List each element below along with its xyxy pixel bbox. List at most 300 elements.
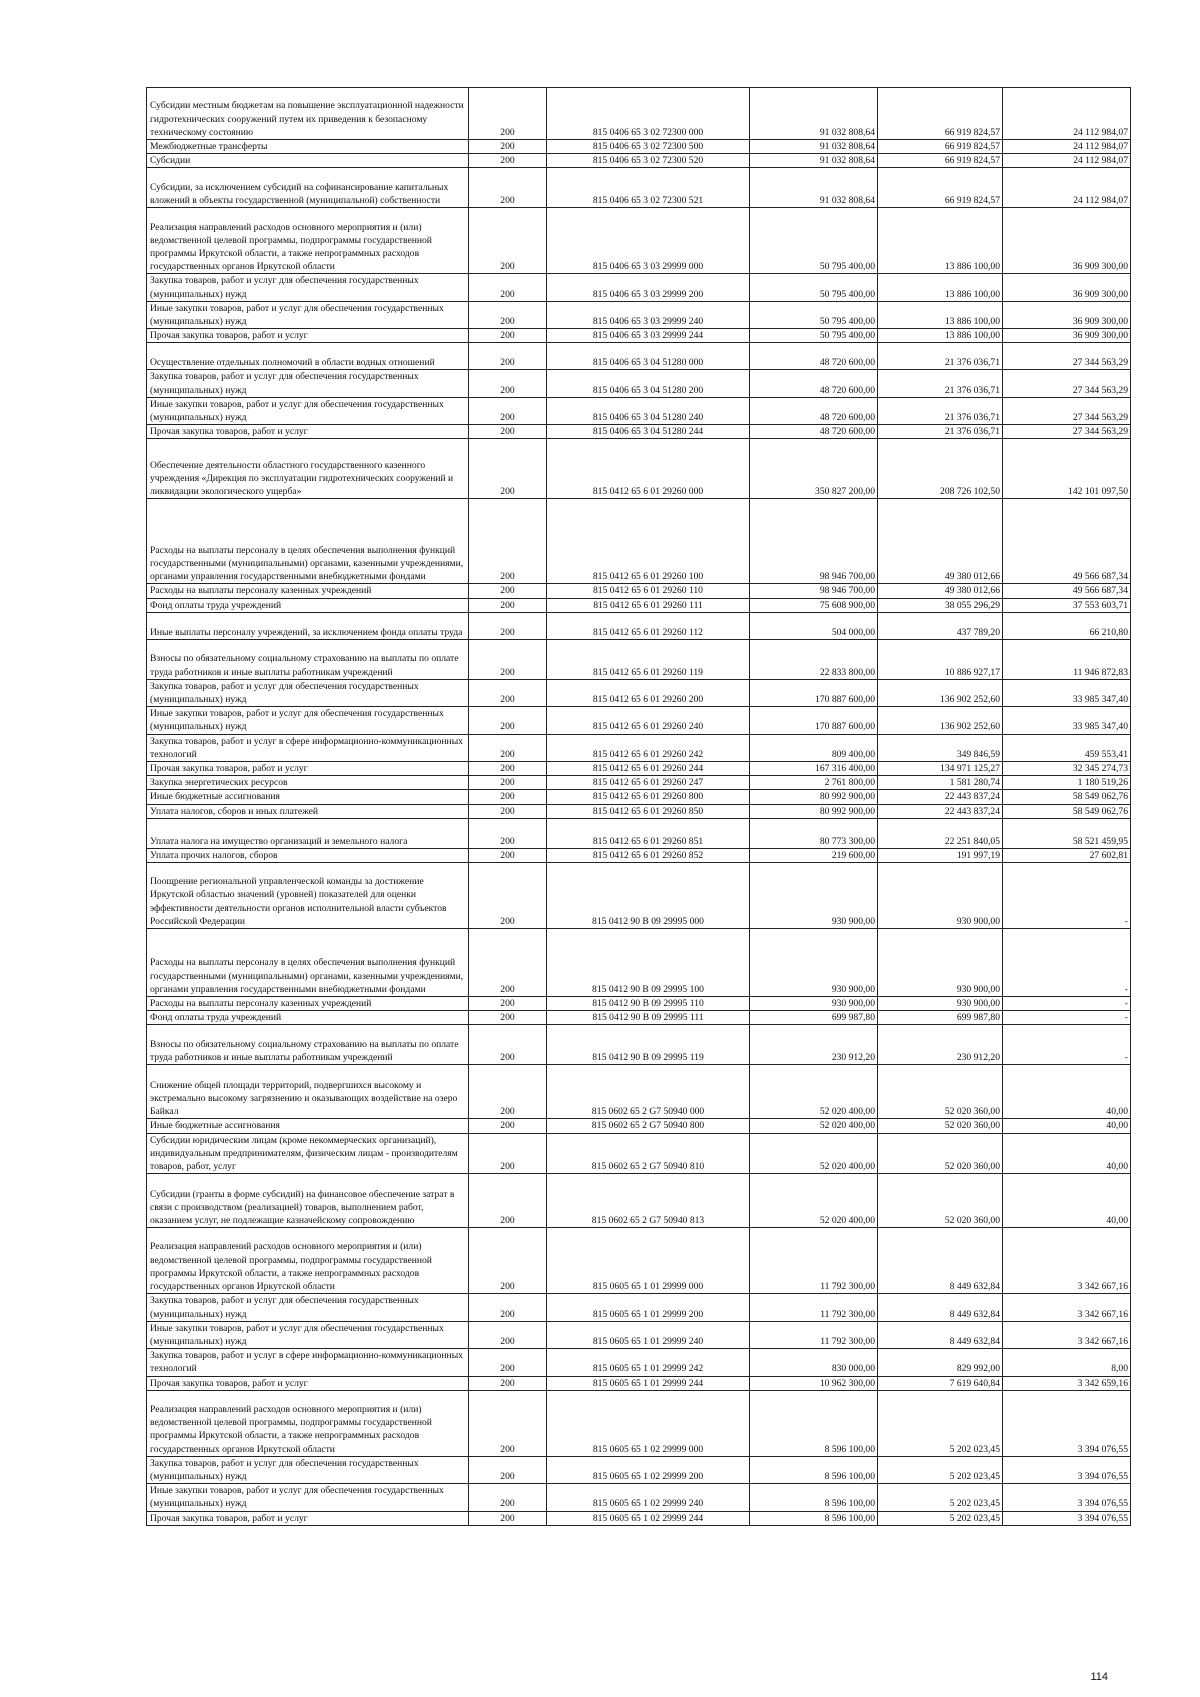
- row-remaining-amount: 24 112 984,07: [1003, 154, 1131, 168]
- row-plan-amount: 52 020 400,00: [750, 1133, 878, 1174]
- row-classification-code: 815 0602 65 2 G7 50940 813: [547, 1174, 750, 1228]
- row-executed-amount: 208 726 102,50: [878, 439, 1003, 499]
- row-classification-code: 815 0605 65 1 01 29999 240: [547, 1321, 750, 1348]
- row-plan-amount: 48 720 600,00: [750, 370, 878, 397]
- row-classification-code: 815 0406 65 3 02 72300 500: [547, 140, 750, 154]
- row-executed-amount: 7 619 640,84: [878, 1376, 1003, 1390]
- row-remaining-amount: 58 549 062,76: [1003, 804, 1131, 818]
- row-classification-code: 815 0406 65 3 02 72300 521: [547, 168, 750, 208]
- row-classification-code: 815 0406 65 3 02 72300 000: [547, 88, 750, 140]
- row-line-code: 200: [469, 997, 547, 1011]
- row-remaining-amount: 66 210,80: [1003, 612, 1131, 639]
- table-row: [147, 1456, 1131, 1483]
- row-name: Прочая закупка товаров, работ и услуг: [147, 762, 469, 776]
- row-plan-amount: 8 596 100,00: [750, 1456, 878, 1483]
- row-line-code: 200: [469, 1025, 547, 1065]
- row-plan-amount: 80 992 900,00: [750, 804, 878, 818]
- table-row: [147, 1119, 1131, 1133]
- row-remaining-amount: 27 602,81: [1003, 848, 1131, 862]
- row-classification-code: 815 0412 65 6 01 29260 852: [547, 848, 750, 862]
- row-remaining-amount: 11 946 872,83: [1003, 639, 1131, 679]
- row-classification-code: 815 0412 65 6 01 29260 800: [547, 790, 750, 804]
- row-name: Прочая закупка товаров, работ и услуг: [147, 425, 469, 439]
- table-body: [147, 88, 1131, 1526]
- row-plan-amount: 98 946 700,00: [750, 584, 878, 598]
- row-plan-amount: 170 887 600,00: [750, 707, 878, 734]
- row-name: Прочая закупка товаров, работ и услуг: [147, 1511, 469, 1525]
- row-line-code: 200: [469, 639, 547, 679]
- row-plan-amount: 8 596 100,00: [750, 1511, 878, 1525]
- row-name: Расходы на выплаты персоналу в целях обеспечения выполнения функций государственными (муниципальными) органами, казенными учреждениями, органами управления государственными внебюджетными фондами: [147, 499, 469, 584]
- row-line-code: 200: [469, 168, 547, 208]
- table-row: [147, 1065, 1131, 1119]
- row-executed-amount: 66 919 824,57: [878, 140, 1003, 154]
- row-executed-amount: 191 997,19: [878, 848, 1003, 862]
- row-executed-amount: 136 902 252,60: [878, 707, 1003, 734]
- row-line-code: 200: [469, 1456, 547, 1483]
- row-name: Расходы на выплаты персоналу в целях обеспечения выполнения функций государственными (муниципальными) органами, казенными учреждениями, органами управления государственными внебюджетными фондами: [147, 929, 469, 997]
- row-line-code: 200: [469, 1228, 547, 1294]
- row-line-code: 200: [469, 1390, 547, 1456]
- row-remaining-amount: 3 394 076,55: [1003, 1511, 1131, 1525]
- row-executed-amount: 13 886 100,00: [878, 274, 1003, 301]
- row-line-code: 200: [469, 208, 547, 274]
- row-line-code: 200: [469, 818, 547, 848]
- table-row: [147, 1025, 1131, 1065]
- row-line-code: 200: [469, 329, 547, 343]
- row-name: Прочая закупка товаров, работ и услуг: [147, 1376, 469, 1390]
- row-name: Прочая закупка товаров, работ и услуг: [147, 329, 469, 343]
- row-executed-amount: 8 449 632,84: [878, 1321, 1003, 1348]
- row-executed-amount: 21 376 036,71: [878, 343, 1003, 370]
- row-executed-amount: 66 919 824,57: [878, 88, 1003, 140]
- row-plan-amount: 52 020 400,00: [750, 1119, 878, 1133]
- table-row: [147, 343, 1131, 370]
- row-plan-amount: 50 795 400,00: [750, 208, 878, 274]
- row-classification-code: 815 0406 65 3 04 51280 244: [547, 425, 750, 439]
- table-row: [147, 818, 1131, 848]
- row-line-code: 200: [469, 370, 547, 397]
- row-classification-code: 815 0406 65 3 03 29999 240: [547, 301, 750, 328]
- row-plan-amount: 91 032 808,64: [750, 168, 878, 208]
- row-classification-code: 815 0412 65 6 01 29260 000: [547, 439, 750, 499]
- table-row: [147, 639, 1131, 679]
- row-plan-amount: 91 032 808,64: [750, 154, 878, 168]
- row-line-code: 200: [469, 301, 547, 328]
- row-executed-amount: 66 919 824,57: [878, 168, 1003, 208]
- row-executed-amount: 930 900,00: [878, 997, 1003, 1011]
- table-row: [147, 208, 1131, 274]
- table-row: [147, 274, 1131, 301]
- table-row: [147, 370, 1131, 397]
- row-name: Иные бюджетные ассигнования: [147, 1119, 469, 1133]
- row-name: Субсидии юридическим лицам (кроме некоммерческих организаций), индивидуальным предпринимателям, физическим лицам - производителям товаров, работ, услуг: [147, 1133, 469, 1174]
- table-row: [147, 1133, 1131, 1174]
- row-line-code: 200: [469, 1349, 547, 1376]
- row-name: Иные бюджетные ассигнования: [147, 790, 469, 804]
- row-line-code: 200: [469, 929, 547, 997]
- row-plan-amount: 11 792 300,00: [750, 1321, 878, 1348]
- table-row: [147, 1174, 1131, 1228]
- row-plan-amount: 930 900,00: [750, 863, 878, 929]
- row-classification-code: 815 0412 65 6 01 29260 111: [547, 598, 750, 612]
- row-name: Расходы на выплаты персоналу казенных учреждений: [147, 997, 469, 1011]
- row-executed-amount: 13 886 100,00: [878, 301, 1003, 328]
- table-row: [147, 88, 1131, 140]
- row-executed-amount: 5 202 023,45: [878, 1511, 1003, 1525]
- row-remaining-amount: 36 909 300,00: [1003, 208, 1131, 274]
- row-remaining-amount: 36 909 300,00: [1003, 301, 1131, 328]
- table-row: [147, 1349, 1131, 1376]
- row-classification-code: 815 0412 65 6 01 29260 200: [547, 679, 750, 706]
- row-executed-amount: 349 846,59: [878, 734, 1003, 761]
- table-row: [147, 1376, 1131, 1390]
- row-plan-amount: 80 773 300,00: [750, 818, 878, 848]
- row-remaining-amount: 49 566 687,34: [1003, 584, 1131, 598]
- table-row: [147, 804, 1131, 818]
- row-name: Закупка товаров, работ и услуг для обеспечения государственных (муниципальных) нужд: [147, 370, 469, 397]
- row-name: Субсидии (гранты в форме субсидий) на финансовое обеспечение затрат в связи с производством (реализацией) товаров, выполнением работ, оказанием услуг, не подлежащие казначейскому сопровождению: [147, 1174, 469, 1228]
- row-line-code: 200: [469, 734, 547, 761]
- table-row: [147, 1294, 1131, 1321]
- row-executed-amount: 52 020 360,00: [878, 1065, 1003, 1119]
- row-name: Уплата прочих налогов, сборов: [147, 848, 469, 862]
- row-classification-code: 815 0412 90 В 09 29995 119: [547, 1025, 750, 1065]
- row-name: Обеспечение деятельности областного государственного казенного учреждения «Дирекция по эксплуатации гидротехнических сооружений и ликвидации экологического ущерба»: [147, 439, 469, 499]
- row-executed-amount: 66 919 824,57: [878, 154, 1003, 168]
- table-row: [147, 397, 1131, 424]
- table-row: [147, 499, 1131, 584]
- row-remaining-amount: 3 342 659,16: [1003, 1376, 1131, 1390]
- row-line-code: 200: [469, 1119, 547, 1133]
- row-line-code: 200: [469, 584, 547, 598]
- table-row: [147, 1228, 1131, 1294]
- row-name: Закупка товаров, работ и услуг для обеспечения государственных (муниципальных) нужд: [147, 679, 469, 706]
- row-line-code: 200: [469, 425, 547, 439]
- row-classification-code: 815 0412 65 6 01 29260 851: [547, 818, 750, 848]
- row-line-code: 200: [469, 1511, 547, 1525]
- row-executed-amount: 21 376 036,71: [878, 425, 1003, 439]
- row-remaining-amount: -: [1003, 1011, 1131, 1025]
- row-line-code: 200: [469, 776, 547, 790]
- row-line-code: 200: [469, 612, 547, 639]
- row-line-code: 200: [469, 343, 547, 370]
- row-plan-amount: 230 912,20: [750, 1025, 878, 1065]
- row-name: Закупка товаров, работ и услуг для обеспечения государственных (муниципальных) нужд: [147, 274, 469, 301]
- row-classification-code: 815 0605 65 1 01 29999 000: [547, 1228, 750, 1294]
- row-line-code: 200: [469, 1376, 547, 1390]
- row-classification-code: 815 0406 65 3 02 72300 520: [547, 154, 750, 168]
- row-name: Взносы по обязательному социальному страхованию на выплаты по оплате труда работников и иные выплаты работникам учреждений: [147, 1025, 469, 1065]
- row-classification-code: 815 0605 65 1 02 29999 200: [547, 1456, 750, 1483]
- row-remaining-amount: 3 394 076,55: [1003, 1484, 1131, 1511]
- row-plan-amount: 699 987,80: [750, 1011, 878, 1025]
- row-classification-code: 815 0412 65 6 01 29260 850: [547, 804, 750, 818]
- row-name: Субсидии, за исключением субсидий на софинансирование капитальных вложений в объекты государственной (муниципальной) собственности: [147, 168, 469, 208]
- row-remaining-amount: 27 344 563,29: [1003, 370, 1131, 397]
- row-executed-amount: 5 202 023,45: [878, 1484, 1003, 1511]
- row-line-code: 200: [469, 863, 547, 929]
- row-name: Расходы на выплаты персоналу казенных учреждений: [147, 584, 469, 598]
- row-remaining-amount: 3 342 667,16: [1003, 1294, 1131, 1321]
- row-plan-amount: 22 833 800,00: [750, 639, 878, 679]
- row-line-code: 200: [469, 1321, 547, 1348]
- row-plan-amount: 930 900,00: [750, 997, 878, 1011]
- table-row: [147, 612, 1131, 639]
- table-row: [147, 1511, 1131, 1525]
- row-line-code: 200: [469, 762, 547, 776]
- row-executed-amount: 134 971 125,27: [878, 762, 1003, 776]
- row-line-code: 200: [469, 1484, 547, 1511]
- row-remaining-amount: 40,00: [1003, 1119, 1131, 1133]
- row-plan-amount: 10 962 300,00: [750, 1376, 878, 1390]
- table-row: [147, 425, 1131, 439]
- row-executed-amount: 230 912,20: [878, 1025, 1003, 1065]
- row-plan-amount: 48 720 600,00: [750, 343, 878, 370]
- row-line-code: 200: [469, 1011, 547, 1025]
- row-remaining-amount: 1 180 519,26: [1003, 776, 1131, 790]
- table-row: [147, 329, 1131, 343]
- row-plan-amount: 98 946 700,00: [750, 499, 878, 584]
- row-remaining-amount: -: [1003, 997, 1131, 1011]
- row-plan-amount: 52 020 400,00: [750, 1174, 878, 1228]
- row-remaining-amount: 33 985 347,40: [1003, 707, 1131, 734]
- row-plan-amount: 2 761 800,00: [750, 776, 878, 790]
- row-name: Иные закупки товаров, работ и услуг для обеспечения государственных (муниципальных) нужд: [147, 707, 469, 734]
- row-name: Реализация направлений расходов основного мероприятия и (или) ведомственной целевой программы, подпрограммы государственной программы Иркутской области, а также непрограммных расходов государственных органов Иркутской области: [147, 1390, 469, 1456]
- row-remaining-amount: 24 112 984,07: [1003, 88, 1131, 140]
- row-line-code: 200: [469, 88, 547, 140]
- row-plan-amount: 830 000,00: [750, 1349, 878, 1376]
- row-remaining-amount: 3 394 076,55: [1003, 1390, 1131, 1456]
- table-row: [147, 707, 1131, 734]
- table-row: [147, 140, 1131, 154]
- table-row: [147, 679, 1131, 706]
- row-executed-amount: 52 020 360,00: [878, 1174, 1003, 1228]
- row-classification-code: 815 0602 65 2 G7 50940 800: [547, 1119, 750, 1133]
- row-name: Иные закупки товаров, работ и услуг для обеспечения государственных (муниципальных) нужд: [147, 1484, 469, 1511]
- table-row: [147, 154, 1131, 168]
- row-classification-code: 815 0412 65 6 01 29260 247: [547, 776, 750, 790]
- row-executed-amount: 1 581 280,74: [878, 776, 1003, 790]
- row-line-code: 200: [469, 1065, 547, 1119]
- row-remaining-amount: 37 553 603,71: [1003, 598, 1131, 612]
- row-name: Закупка товаров, работ и услуг в сфере информационно-коммуникационных технологий: [147, 734, 469, 761]
- row-remaining-amount: 36 909 300,00: [1003, 274, 1131, 301]
- row-remaining-amount: 58 521 459,95: [1003, 818, 1131, 848]
- row-line-code: 200: [469, 804, 547, 818]
- row-classification-code: 815 0406 65 3 04 51280 240: [547, 397, 750, 424]
- table-row: [147, 1390, 1131, 1456]
- row-classification-code: 815 0406 65 3 04 51280 200: [547, 370, 750, 397]
- row-classification-code: 815 0412 90 В 09 29995 111: [547, 1011, 750, 1025]
- row-classification-code: 815 0605 65 1 01 29999 242: [547, 1349, 750, 1376]
- row-executed-amount: 5 202 023,45: [878, 1390, 1003, 1456]
- row-name: Фонд оплаты труда учреждений: [147, 598, 469, 612]
- row-plan-amount: 219 600,00: [750, 848, 878, 862]
- table-row: [147, 997, 1131, 1011]
- row-executed-amount: 699 987,80: [878, 1011, 1003, 1025]
- row-remaining-amount: 24 112 984,07: [1003, 140, 1131, 154]
- row-executed-amount: 930 900,00: [878, 929, 1003, 997]
- table-row: [147, 1011, 1131, 1025]
- row-remaining-amount: -: [1003, 1025, 1131, 1065]
- row-executed-amount: 21 376 036,71: [878, 370, 1003, 397]
- table-row: [147, 929, 1131, 997]
- row-remaining-amount: 3 394 076,55: [1003, 1456, 1131, 1483]
- row-line-code: 200: [469, 1133, 547, 1174]
- row-classification-code: 815 0406 65 3 04 51280 000: [547, 343, 750, 370]
- row-executed-amount: 10 886 927,17: [878, 639, 1003, 679]
- row-name: Закупка товаров, работ и услуг в сфере информационно-коммуникационных технологий: [147, 1349, 469, 1376]
- row-plan-amount: 48 720 600,00: [750, 397, 878, 424]
- row-executed-amount: 21 376 036,71: [878, 397, 1003, 424]
- table-row: [147, 863, 1131, 929]
- row-classification-code: 815 0406 65 3 03 29999 000: [547, 208, 750, 274]
- row-remaining-amount: 58 549 062,76: [1003, 790, 1131, 804]
- row-line-code: 200: [469, 707, 547, 734]
- row-classification-code: 815 0412 90 В 09 29995 000: [547, 863, 750, 929]
- budget-table: [146, 87, 1131, 1526]
- row-classification-code: 815 0412 90 В 09 29995 110: [547, 997, 750, 1011]
- row-classification-code: 815 0412 65 6 01 29260 240: [547, 707, 750, 734]
- row-plan-amount: 50 795 400,00: [750, 274, 878, 301]
- row-line-code: 200: [469, 790, 547, 804]
- row-name: Иные закупки товаров, работ и услуг для обеспечения государственных (муниципальных) нужд: [147, 1321, 469, 1348]
- row-executed-amount: 437 789,20: [878, 612, 1003, 639]
- row-plan-amount: 8 596 100,00: [750, 1390, 878, 1456]
- table-row: [147, 1484, 1131, 1511]
- row-name: Межбюджетные трансферты: [147, 140, 469, 154]
- row-name: Иные выплаты персоналу учреждений, за исключением фонда оплаты труда: [147, 612, 469, 639]
- row-executed-amount: 13 886 100,00: [878, 329, 1003, 343]
- row-name: Снижение общей площади территорий, подвергшихся высокому и экстремально высокому загрязнению и оказывающих воздействие на озеро Байкал: [147, 1065, 469, 1119]
- row-name: Закупка товаров, работ и услуг для обеспечения государственных (муниципальных) нужд: [147, 1294, 469, 1321]
- row-executed-amount: 8 449 632,84: [878, 1294, 1003, 1321]
- row-executed-amount: 52 020 360,00: [878, 1133, 1003, 1174]
- row-name: Закупка энергетических ресурсов: [147, 776, 469, 790]
- row-remaining-amount: 142 101 097,50: [1003, 439, 1131, 499]
- row-classification-code: 815 0605 65 1 02 29999 240: [547, 1484, 750, 1511]
- row-remaining-amount: 459 553,41: [1003, 734, 1131, 761]
- row-line-code: 200: [469, 598, 547, 612]
- row-executed-amount: 38 055 296,29: [878, 598, 1003, 612]
- row-executed-amount: 930 900,00: [878, 863, 1003, 929]
- row-line-code: 200: [469, 848, 547, 862]
- table-row: [147, 439, 1131, 499]
- row-name: Реализация направлений расходов основного мероприятия и (или) ведомственной целевой программы, подпрограммы государственной программы Иркутской области, а также непрограммных расходов государственных органов Иркутской области: [147, 1228, 469, 1294]
- row-executed-amount: 136 902 252,60: [878, 679, 1003, 706]
- row-remaining-amount: 36 909 300,00: [1003, 329, 1131, 343]
- row-line-code: 200: [469, 679, 547, 706]
- row-classification-code: 815 0412 65 6 01 29260 244: [547, 762, 750, 776]
- row-executed-amount: 49 380 012,66: [878, 499, 1003, 584]
- row-executed-amount: 5 202 023,45: [878, 1456, 1003, 1483]
- row-remaining-amount: 24 112 984,07: [1003, 168, 1131, 208]
- row-name: Субсидии местным бюджетам на повышение эксплуатационной надежности гидротехнических сооружений путем их приведения к безопасному техническому состоянию: [147, 88, 469, 140]
- row-name: Поощрение региональной управленческой команды за достижение Иркутской областью значений (уровней) показателей для оценки эффективности деятельности органов исполнительной власти субъектов Российской Федерации: [147, 863, 469, 929]
- row-classification-code: 815 0412 65 6 01 29260 242: [547, 734, 750, 761]
- row-line-code: 200: [469, 397, 547, 424]
- row-line-code: 200: [469, 140, 547, 154]
- row-executed-amount: 22 443 837,24: [878, 804, 1003, 818]
- row-name: Субсидии: [147, 154, 469, 168]
- row-plan-amount: 350 827 200,00: [750, 439, 878, 499]
- table-row: [147, 790, 1131, 804]
- table-row: [147, 734, 1131, 761]
- row-classification-code: 815 0602 65 2 G7 50940 810: [547, 1133, 750, 1174]
- row-remaining-amount: 40,00: [1003, 1133, 1131, 1174]
- row-executed-amount: 8 449 632,84: [878, 1228, 1003, 1294]
- row-classification-code: 815 0605 65 1 02 29999 000: [547, 1390, 750, 1456]
- row-line-code: 200: [469, 439, 547, 499]
- row-remaining-amount: 8,00: [1003, 1349, 1131, 1376]
- row-plan-amount: 75 608 900,00: [750, 598, 878, 612]
- row-name: Уплата налогов, сборов и иных платежей: [147, 804, 469, 818]
- row-remaining-amount: 49 566 687,34: [1003, 499, 1131, 584]
- page-number: 114: [1090, 1671, 1108, 1683]
- table-row: [147, 1321, 1131, 1348]
- table-row: [147, 301, 1131, 328]
- row-remaining-amount: -: [1003, 863, 1131, 929]
- row-line-code: 200: [469, 499, 547, 584]
- row-remaining-amount: 33 985 347,40: [1003, 679, 1131, 706]
- row-line-code: 200: [469, 1174, 547, 1228]
- row-plan-amount: 930 900,00: [750, 929, 878, 997]
- row-name: Осуществление отдельных полномочий в области водных отношений: [147, 343, 469, 370]
- table-row: [147, 776, 1131, 790]
- table-row: [147, 762, 1131, 776]
- row-classification-code: 815 0406 65 3 03 29999 244: [547, 329, 750, 343]
- row-plan-amount: 50 795 400,00: [750, 329, 878, 343]
- row-classification-code: 815 0412 65 6 01 29260 110: [547, 584, 750, 598]
- row-executed-amount: 829 992,00: [878, 1349, 1003, 1376]
- row-executed-amount: 52 020 360,00: [878, 1119, 1003, 1133]
- row-classification-code: 815 0412 65 6 01 29260 112: [547, 612, 750, 639]
- row-plan-amount: 91 032 808,64: [750, 140, 878, 154]
- row-remaining-amount: 3 342 667,16: [1003, 1321, 1131, 1348]
- row-classification-code: 815 0412 65 6 01 29260 100: [547, 499, 750, 584]
- row-name: Уплата налога на имущество организаций и земельного налога: [147, 818, 469, 848]
- row-plan-amount: 11 792 300,00: [750, 1294, 878, 1321]
- row-plan-amount: 52 020 400,00: [750, 1065, 878, 1119]
- row-plan-amount: 167 316 400,00: [750, 762, 878, 776]
- row-remaining-amount: 32 345 274,73: [1003, 762, 1131, 776]
- row-plan-amount: 8 596 100,00: [750, 1484, 878, 1511]
- row-line-code: 200: [469, 1294, 547, 1321]
- row-remaining-amount: 27 344 563,29: [1003, 343, 1131, 370]
- row-name: Иные закупки товаров, работ и услуг для обеспечения государственных (муниципальных) нужд: [147, 301, 469, 328]
- row-name: Взносы по обязательному социальному страхованию на выплаты по оплате труда работников и иные выплаты работникам учреждений: [147, 639, 469, 679]
- row-name: Фонд оплаты труда учреждений: [147, 1011, 469, 1025]
- row-line-code: 200: [469, 274, 547, 301]
- row-remaining-amount: 40,00: [1003, 1174, 1131, 1228]
- row-classification-code: 815 0406 65 3 03 29999 200: [547, 274, 750, 301]
- table-row: [147, 598, 1131, 612]
- row-executed-amount: 22 251 840,05: [878, 818, 1003, 848]
- row-classification-code: 815 0412 65 6 01 29260 119: [547, 639, 750, 679]
- row-name: Реализация направлений расходов основного мероприятия и (или) ведомственной целевой программы, подпрограммы государственной программы Иркутской области, а также непрограммных расходов государственных органов Иркутской области: [147, 208, 469, 274]
- row-classification-code: 815 0605 65 1 02 29999 244: [547, 1511, 750, 1525]
- row-classification-code: 815 0602 65 2 G7 50940 000: [547, 1065, 750, 1119]
- table-row: [147, 168, 1131, 208]
- row-plan-amount: 504 000,00: [750, 612, 878, 639]
- row-remaining-amount: -: [1003, 929, 1131, 997]
- row-executed-amount: 49 380 012,66: [878, 584, 1003, 598]
- row-name: Иные закупки товаров, работ и услуг для обеспечения государственных (муниципальных) нужд: [147, 397, 469, 424]
- row-executed-amount: 13 886 100,00: [878, 208, 1003, 274]
- row-remaining-amount: 27 344 563,29: [1003, 425, 1131, 439]
